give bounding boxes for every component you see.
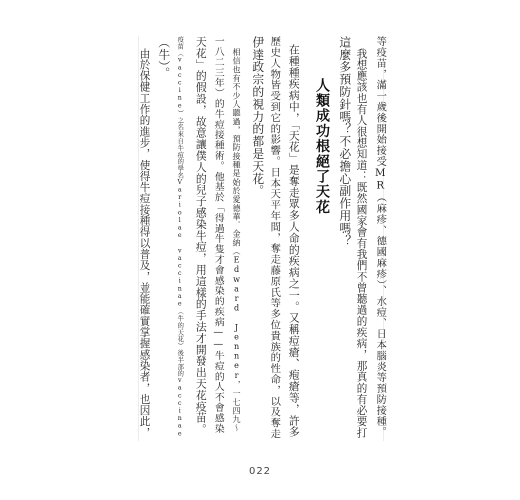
paragraph-line: 由於保健工作的進步，使得牛痘接種得以普及，並能確實掌握感染者，也因此， bbox=[138, 48, 151, 439]
paragraph-line: 一八二三年）的牛痘接種術。他基於「得過牛隻才會感染的疾病——牛痘的人不會感染 bbox=[212, 36, 224, 434]
paragraph-line: 這麼多預防針嗎？不必擔心副作用嗎？ bbox=[337, 36, 352, 247]
paragraph-line: （牛）。 bbox=[156, 36, 171, 80]
section-heading: 人類成功根絕了天花 bbox=[314, 78, 330, 215]
paragraph-line: 相信也有不少人聽過，預防接種是始於愛德華．金納（Edward Jenner，一七四九～ bbox=[232, 48, 242, 433]
paragraph-line: 天花」的假設，故意讓僕人的兒子感染牛痘，用這樣的手法才開發出天花疫苗。 bbox=[194, 36, 208, 435]
page-number: 022 bbox=[248, 466, 272, 477]
paragraph-line: 在種種疾病中，「天花」是奪走眾多人命的疾病之一。又稱痘瘡、疱瘡等，許多 bbox=[287, 44, 301, 438]
paragraph-line: 疫苗（vaccine）之名來自牛痘的學名Variolae vaccinae（牛的天花）後半部的vaccinae bbox=[176, 36, 184, 438]
paragraph-line: 伊達政宗的視力的都是天花。 bbox=[250, 36, 265, 198]
text-block bbox=[138, 36, 387, 441]
paragraph-line: 等疫苗，滿一歲後開始接受MR（麻疹、德國麻疹）、水痘、日本腦炎等預防接種。 bbox=[374, 36, 387, 438]
paragraph-line: 歷史人物皆受到它的影響。日本天平年間，奪走藤原氏等多位貴族的性命，以及奪走 bbox=[268, 36, 281, 440]
paragraph-line: 我想應該也有人很想知道：既然國家會有我們不曾聽過的疾病，那真的有必要打 bbox=[355, 48, 368, 439]
